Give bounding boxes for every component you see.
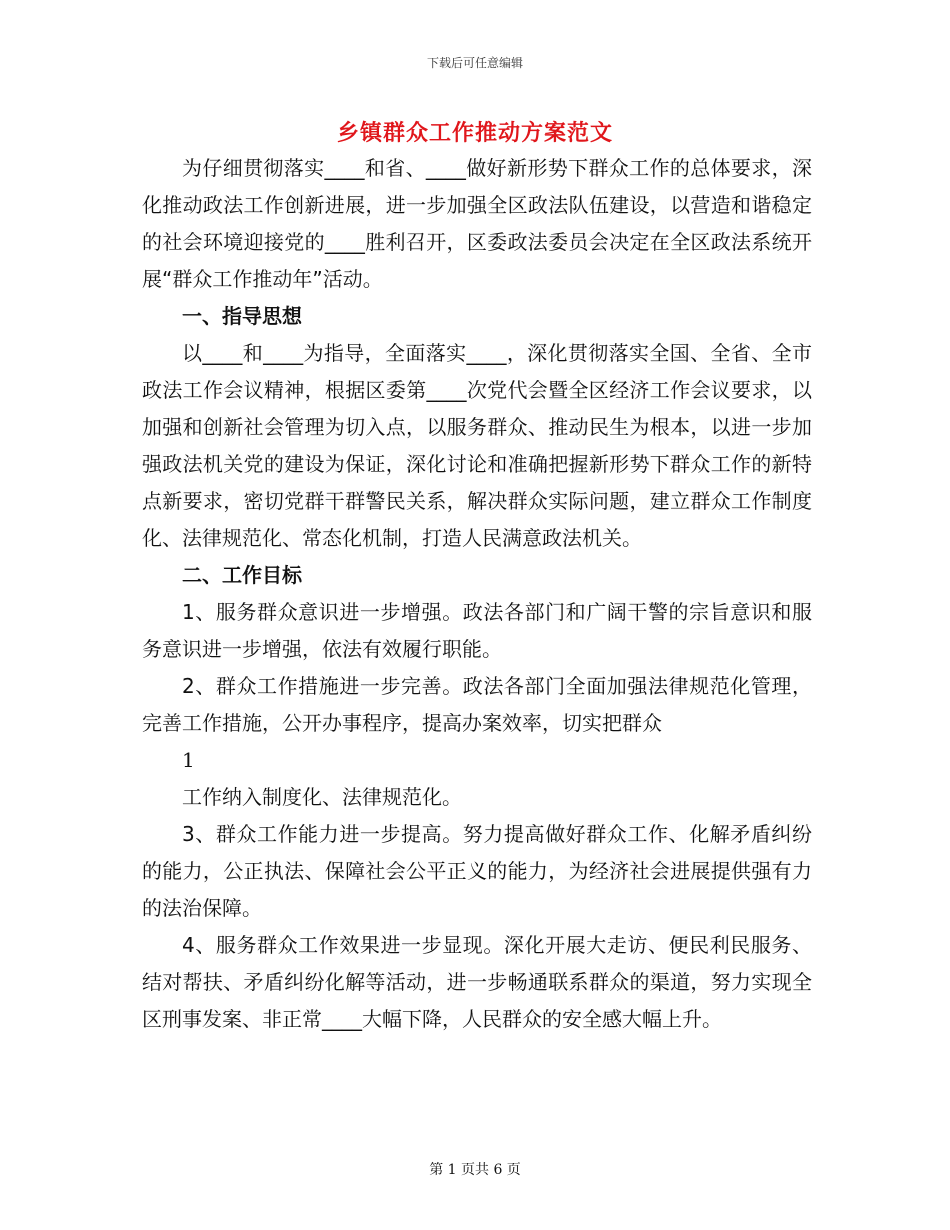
- document-body: [142, 150, 812, 1038]
- guiding-ideology-paragraph: 以____和____为指导，全面落实____，深化贯彻落实全国、全省、全市政法工作会议精神，根据区委第____次党代会暨全区经济工作会议要求，以加强和创新社会管理为切入点，以服务群众、推动民生为根本，以进一步加强政法机关党的建设为保证，深化讨论和准确把握新形势下群众工作的新特点新要求，密切党群干群警民关系，解决群众实际问题，建立群众工作制度化、法律规范化、常态化机制，打造人民满意政法机关。: [142, 341, 812, 550]
- section-heading-guiding-ideology: 一、指导思想: [182, 304, 302, 328]
- section-heading-work-goals: 二、工作目标: [182, 563, 302, 587]
- goal-4-paragraph: 4、服务群众工作效果进一步显现。深化开展大走访、便民利民服务、结对帮扶、矛盾纠纷化解等活动，进一步畅通联系群众的渠道，努力实现全区刑事发案、非正常____大幅下降，人民群众的安全感大幅上升。: [142, 933, 812, 1031]
- page-footer: 第 1 页共 6 页: [429, 1162, 521, 1178]
- intro-paragraph: 为仔细贯彻落实____和省、____做好新形势下群众工作的总体要求，深化推动政法工作创新进展，进一步加强全区政法队伍建设，以营造和谐稳定的社会环境迎接党的____胜利召开，区委政法委员会决定在全区政法系统开展“群众工作推动年”活动。: [142, 156, 812, 291]
- goal-3-paragraph: 3、群众工作能力进一步提高。努力提高做好群众工作、化解矛盾纠纷的能力，公正执法、保障社会公平正义的能力，为经济社会进展提供强有力的法治保障。: [142, 822, 812, 920]
- goal-2-paragraph: 2、群众工作措施进一步完善。政法各部门全面加强法律规范化管理，完善工作措施，公开办事程序，提高办案效率，切实把群众: [142, 674, 812, 735]
- document-title: 乡镇群众工作推动方案范文: [336, 121, 613, 146]
- goal-1-paragraph: 1、服务群众意识进一步增强。政法各部门和广阔干警的宗旨意识和服务意识进一步增强，依法有效履行职能。: [142, 600, 812, 661]
- goal-2-continuation: 工作纳入制度化、法律规范化。: [182, 785, 462, 809]
- inline-page-number: 1: [182, 748, 195, 772]
- header-note: 下载后可任意编辑: [426, 56, 523, 70]
